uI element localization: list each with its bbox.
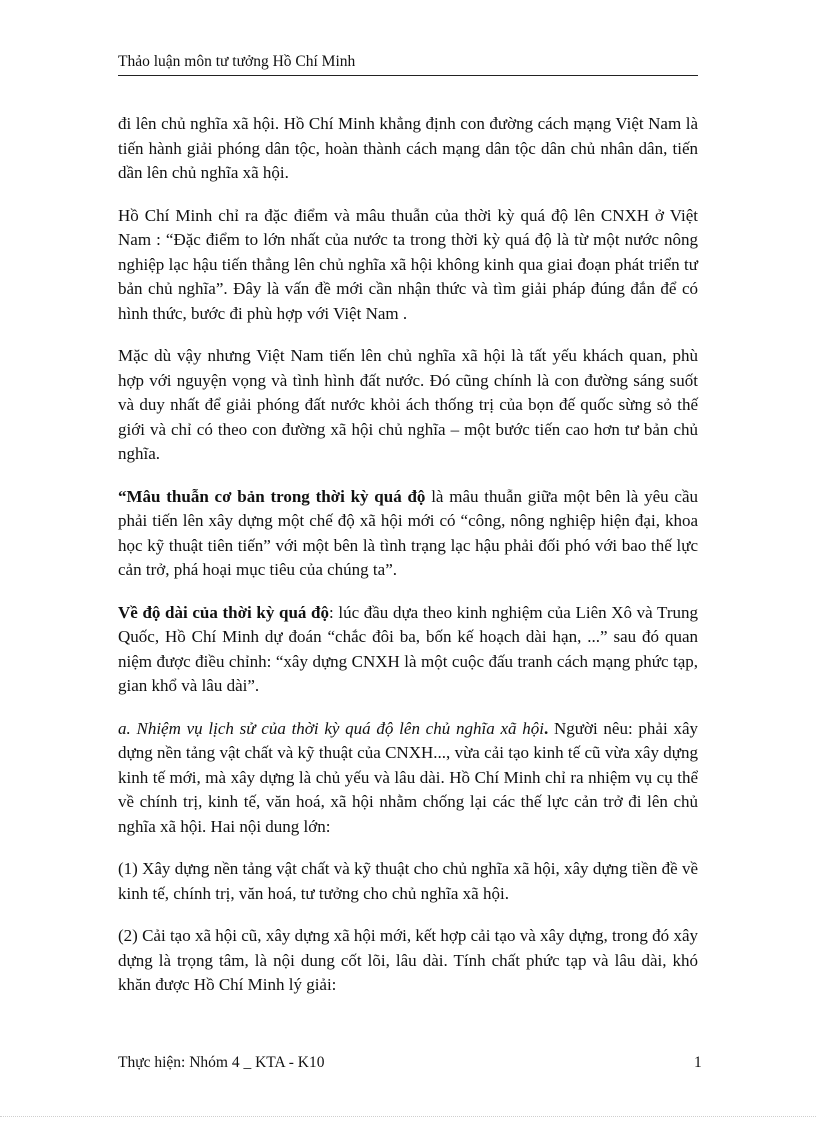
footer-text: Thực hiện: Nhóm 4 _ KTA - K10 (118, 1054, 325, 1071)
page-header (118, 53, 698, 76)
paragraph-text: Hồ Chí Minh chỉ ra đặc điểm và mâu thuẫn của thời kỳ quá độ lên CNXH ở Việt Nam : “Đặc điểm to lớn nhất của nước ta trong thời kỳ quá độ là từ một nước nông nghiệp lạc hậu tiến thẳng lên chủ nghĩa xã hội không kinh qua giai đoạn phát triển tư bản chủ nghĩa”. Đây là vấn đề mới cần nhận thức và tìm giải pháp đúng đắn để có hình thức, bước đi phù hợp với Việt Nam . (118, 205, 698, 323)
document-body (118, 112, 698, 1016)
page-number (694, 1054, 702, 1072)
paragraph (118, 112, 698, 186)
paragraph-text: : lúc đầu dựa theo kinh nghiệm của Liên Xô và Trung Quốc, Hồ Chí Minh dự đoán “chắc đôi ba, bốn kế hoạch dài hạn, ...” sau đó quan niệm được điều chỉnh: “xây dựng CNXH là một cuộc đấu tranh cách mạng phức tạp, gian khổ và lâu dài”. (118, 602, 698, 695)
paragraph-bold-lead: Về độ dài của thời kỳ quá độ (118, 602, 329, 622)
paragraph-text: Mặc dù vậy nhưng Việt Nam tiến lên chủ nghĩa xã hội là tất yếu khách quan, phù hợp với nguyện vọng và tình hình đất nước. Đó cũng chính là con đường sáng suốt và duy nhất để giải phóng đất nước khỏi ách thống trị của bọn đế quốc sừng sỏ thế giới và chỉ có theo con đường xã hội chủ nghĩa – một bước tiến cao hơn tư bản chủ nghĩa. (118, 346, 698, 463)
paragraph-text: (1) Xây dựng nền tảng vật chất và kỹ thuật cho chủ nghĩa xã hội, xây dựng tiền đề về kinh tế, chính trị, văn hoá, tư tưởng cho chủ nghĩa xã hội. (118, 859, 698, 903)
page-footer (118, 1054, 324, 1072)
section-heading-italic: a. Nhiệm vụ lịch sử của thời kỳ quá độ lên chủ nghĩa xã hội (118, 718, 544, 738)
paragraph (118, 204, 698, 327)
page-boundary-divider (0, 1116, 816, 1117)
paragraph-bold-lead: “Mâu thuẫn cơ bản trong thời kỳ quá độ (118, 486, 426, 506)
heading-period: . (543, 718, 549, 738)
paragraph (118, 344, 698, 467)
paragraph-text: (2) Cải tạo xã hội cũ, xây dựng xã hội mới, kết hợp cải tạo và xây dựng, trong đó xây dựng là trọng tâm, là nội dung cốt lõi, lâu dài. Tính chất phức tạp và lâu dài, khó khăn được Hồ Chí Minh lý giải: (118, 926, 698, 994)
paragraph-text: là mâu thuẫn giữa một bên là yêu cầu phải tiến lên xây dựng một chế độ xã hội mới có “công, nông nghiệp hiện đại, khoa học kỹ thuật tiên tiến” với một bên là tình trạng lạc hậu phải đối phó với bao thế lực cản trở, phá hoại mục tiêu của chúng ta”. (118, 486, 698, 579)
paragraph (118, 601, 698, 699)
paragraph (118, 857, 698, 906)
paragraph-text: Người nêu: phải xây dựng nền tảng vật chất và kỹ thuật của CNXH..., vừa cải tạo kinh tế cũ vừa xây dựng kinh tế mới, mà xây dựng là chủ yếu và lâu dài. Hồ Chí Minh chỉ ra nhiệm vụ cụ thể về chính trị, kinh tế, văn hoá, xã hội nhằm chống lại các thế lực cản trở đi lên chủ nghĩa xã hội. Hai nội dung lớn: (118, 718, 698, 836)
page-number-text: 1 (694, 1054, 702, 1071)
paragraph (118, 717, 698, 840)
paragraph (118, 485, 698, 583)
header-title: Thảo luận môn tư tưởng Hồ Chí Minh (118, 53, 356, 70)
paragraph-text: đi lên chủ nghĩa xã hội. Hồ Chí Minh khẳng định con đường cách mạng Việt Nam là tiến hành giải phóng dân tộc, hoàn thành cách mạng dân tộc dân chủ nhân dân, tiến dần lên chủ nghĩa xã hội. (118, 114, 698, 182)
paragraph (118, 924, 698, 998)
